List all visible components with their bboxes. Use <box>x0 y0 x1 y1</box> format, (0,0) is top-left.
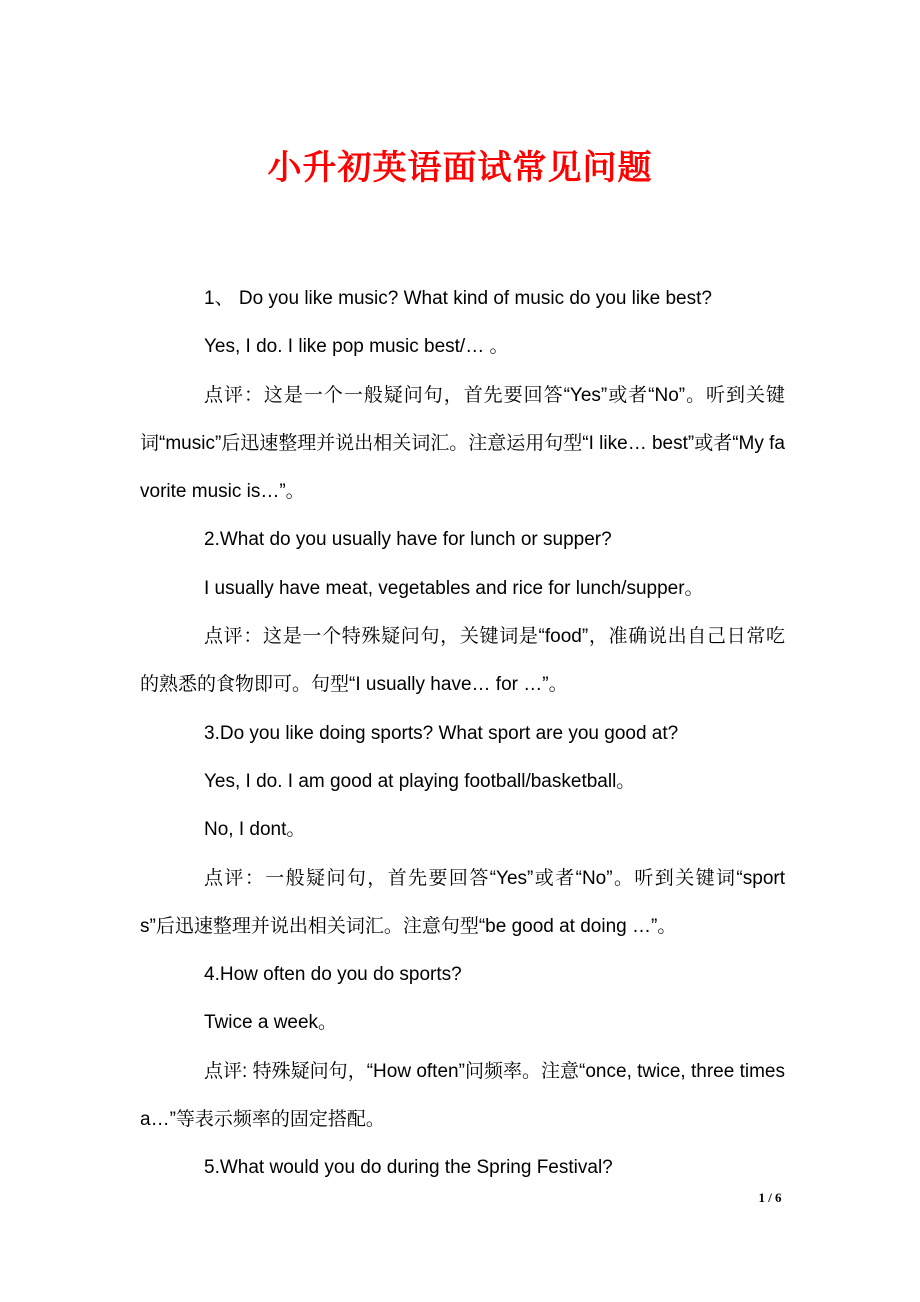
question-2: 2.What do you usually have for lunch or supper? <box>204 529 612 551</box>
question-5: 5.What would you do during the Spring Festival? <box>204 1157 613 1179</box>
comment-2: 点评：这是一个特殊疑问句，关键词是“food”，准确说出自己日常吃的熟悉的食物即可。句型“I usually have… for …”。 <box>140 626 785 696</box>
comment-3: 点评：一般疑问句，首先要回答“Yes”或者“No”。听到关键词“sports”后迅速整理并说出相关词汇。注意句型“be good at doing …”。 <box>140 867 785 937</box>
comment-4: 点评: 特殊疑问句，“How often”问频率。注意“once, twice, three times a…”等表示频率的固定搭配。 <box>140 1060 785 1131</box>
page-number: 1 / 6 <box>758 1190 782 1205</box>
answer-3-no: No, I dont。 <box>204 819 306 841</box>
document-body <box>140 275 785 1193</box>
answer-1: Yes, I do. I like pop music best/… 。 <box>204 336 509 358</box>
document-title: 小升初英语面试常见问题 <box>267 148 653 188</box>
answer-3-yes: Yes, I do. I am good at playing football/basketball。 <box>204 770 636 792</box>
comment-1: 点评：这是一个一般疑问句，首先要回答“Yes”或者“No”。听到关键词“music”后迅速整理并说出相关词汇。注意运用句型“I like… best”或者“My favorite music is…”。 <box>140 384 785 503</box>
question-3: 3.Do you like doing sports? What sport are you good at? <box>204 722 679 744</box>
answer-4: Twice a week。 <box>204 1012 338 1034</box>
question-4: 4.How often do you do sports? <box>204 964 462 986</box>
answer-2: I usually have meat, vegetables and rice for lunch/supper。 <box>204 577 704 599</box>
question-1: 1、 Do you like music? What kind of music do you like best? <box>204 288 712 309</box>
